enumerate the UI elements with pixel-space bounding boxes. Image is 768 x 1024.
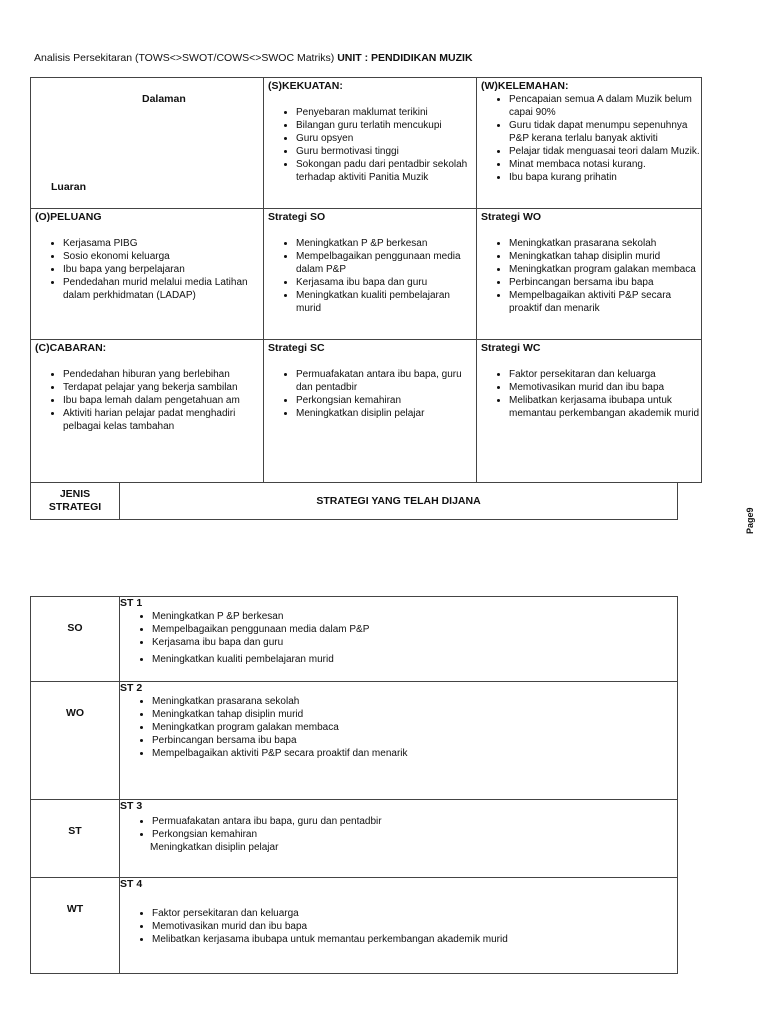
list-item: • Minat membaca notasi kurang.: [509, 158, 701, 171]
strategy-code: SO: [31, 597, 120, 682]
weaknesses-list: [477, 93, 701, 184]
strategy-code: WO: [31, 682, 120, 800]
wo-cell: [477, 209, 702, 340]
list-item: • Meningkatkan kualiti pembelajaran murid: [152, 653, 677, 666]
list-item: • Sokongan padu dari pentadbir sekolah terhadap aktiviti Panitia Muzik: [296, 158, 476, 184]
list-item: • Pelajar tidak menguasai teori dalam Muzik.: [509, 145, 701, 158]
list-item: • Kerjasama PIBG: [63, 237, 263, 250]
page-number: Page9: [745, 507, 755, 534]
list-item: • Pendedahan murid melalui media Latihan dalam perkhidmatan (LADAP): [63, 276, 263, 302]
title-prefix: Analisis Persekitaran (TOWS<>SWOT/COWS<>SWOC Matriks): [34, 52, 338, 64]
strategy-number: ST 3: [120, 800, 143, 812]
list-item: • Meningkatkan program galakan membaca: [509, 263, 701, 276]
list-item: • Meningkatkan program galakan membaca: [152, 721, 677, 734]
threats-cell: [31, 340, 264, 483]
wc-cell: [477, 340, 702, 483]
swot-matrix: [30, 77, 702, 483]
list-item: • Mempelbagaikan penggunaan media dalam P&P: [152, 623, 677, 636]
opportunities-cell: [31, 209, 264, 340]
strengths-heading: (S)KEKUATAN:: [268, 80, 343, 92]
list-item: • Pendedahan hiburan yang berlebihan: [63, 368, 263, 381]
strategy-code: ST: [31, 800, 120, 878]
wo-list: [477, 237, 701, 315]
wc-heading: Strategi WC: [481, 342, 541, 354]
list-item: • Terdapat pelajar yang bekerja sambilan: [63, 381, 263, 394]
corner-outer-label: Luaran: [51, 181, 87, 193]
list-item: • Meningkatkan tahap disiplin murid: [509, 250, 701, 263]
swot-row-internal: [31, 78, 702, 209]
jenis-value: STRATEGI YANG TELAH DIJANA: [120, 483, 678, 520]
opportunities-list: [31, 237, 263, 302]
list-item: • Permuafakatan antara ibu bapa, guru dan pentadbir: [296, 368, 476, 394]
list-item: • Perbincangan bersama ibu bapa: [152, 734, 677, 747]
list-item: • Kerjasama ibu bapa dan guru: [296, 276, 476, 289]
strategy-table: [30, 596, 678, 974]
list-item: • Meningkatkan P &P berkesan: [296, 237, 476, 250]
strategy-code: WT: [31, 878, 120, 974]
list-item: • Guru opsyen: [296, 132, 476, 145]
document-title: [34, 52, 473, 64]
list-item: • Faktor persekitaran dan keluarga: [152, 907, 677, 920]
title-unit: UNIT : PENDIDIKAN MUZIK: [337, 52, 473, 64]
list-item: • Guru tidak dapat menumpu sepenuhnya P&P kerana terlalu banyak aktiviti: [509, 119, 701, 145]
list-item: • Aktiviti harian pelajar padat menghadiri pelbagai kelas tambahan: [63, 407, 263, 433]
strategy-number: ST 2: [120, 682, 143, 694]
strategy-type-header: [30, 482, 678, 520]
list-item: • Mempelbagaikan aktiviti P&P secara proaktif dan menarik: [509, 289, 701, 315]
list-item: • Guru bermotivasi tinggi: [296, 145, 476, 158]
corner-inner-label: Dalaman: [142, 93, 186, 105]
list-item: • Memotivasikan murid dan ibu bapa: [509, 381, 701, 394]
list-item: • Mempelbagaikan aktiviti P&P secara proaktif dan menarik: [152, 747, 677, 760]
sc-cell: [264, 340, 477, 483]
list-item: • Perbincangan bersama ibu bapa: [509, 276, 701, 289]
list-item: • Bilangan guru terlatih mencukupi: [296, 119, 476, 132]
strategy-row: [31, 682, 678, 800]
strategy-row: [31, 878, 678, 974]
list-item: • Permuafakatan antara ibu bapa, guru dan pentadbir: [152, 815, 677, 828]
threats-list: [31, 368, 263, 433]
swot-row-opportunities: [31, 209, 702, 340]
wo-heading: Strategi WO: [481, 211, 542, 223]
so-list: [264, 237, 476, 315]
so-cell: [264, 209, 477, 340]
list-item: • Sosio ekonomi keluarga: [63, 250, 263, 263]
list-item: • Ibu bapa kurang prihatin: [509, 171, 701, 184]
weaknesses-heading: (W)KELEMAHAN:: [481, 80, 569, 92]
strategy-content: [120, 800, 678, 878]
list-item: • Memotivasikan murid dan ibu bapa: [152, 920, 677, 933]
list-item: • Kerjasama ibu bapa dan guru: [152, 636, 677, 649]
list-item: • Meningkatkan prasarana sekolah: [509, 237, 701, 250]
list-item: • Melibatkan kerjasama ibubapa untuk memantau perkembangan akademik murid: [152, 933, 677, 946]
swot-row-threats: [31, 340, 702, 483]
strategy-content: [120, 682, 678, 800]
strengths-list: [264, 106, 476, 184]
list-item: • Perkongsian kemahiran: [152, 828, 677, 841]
so-heading: Strategi SO: [268, 211, 326, 223]
strengths-cell: [264, 78, 477, 209]
list-item: • Meningkatkan tahap disiplin murid: [152, 708, 677, 721]
weaknesses-cell: [477, 78, 702, 209]
strategy-row: [31, 597, 678, 682]
wc-list: [477, 368, 701, 420]
jenis-label: JENIS STRATEGI: [31, 483, 120, 520]
corner-cell: [31, 78, 264, 209]
list-item: • Meningkatkan kualiti pembelajaran murid: [296, 289, 476, 315]
strategy-extra-line: Meningkatkan disiplin pelajar: [150, 842, 279, 853]
list-item: • Faktor persekitaran dan keluarga: [509, 368, 701, 381]
strategy-content: [120, 878, 678, 974]
list-item: • Meningkatkan prasarana sekolah: [152, 695, 677, 708]
list-item: • Ibu bapa lemah dalam pengetahuan am: [63, 394, 263, 407]
strategy-number: ST 1: [120, 597, 143, 609]
threats-heading: (C)CABARAN:: [35, 342, 107, 354]
list-item: • Ibu bapa yang berpelajaran: [63, 263, 263, 276]
strategy-items: [120, 695, 677, 760]
strategy-row: [31, 800, 678, 878]
list-item: • Meningkatkan P &P berkesan: [152, 610, 677, 623]
list-item: • Mempelbagaikan penggunaan media dalam P&P: [296, 250, 476, 276]
list-item: • Pencapaian semua A dalam Muzik belum capai 90%: [509, 93, 701, 119]
strategy-items: [120, 907, 677, 946]
list-item: • Meningkatkan disiplin pelajar: [296, 407, 476, 420]
list-item: • Penyebaran maklumat terikini: [296, 106, 476, 119]
list-item: • Perkongsian kemahiran: [296, 394, 476, 407]
strategy-content: [120, 597, 678, 682]
list-item: • Melibatkan kerjasama ibubapa untuk memantau perkembangan akademik murid: [509, 394, 701, 420]
strategy-items: [120, 610, 677, 666]
sc-list: [264, 368, 476, 420]
strategy-number: ST 4: [120, 878, 143, 890]
strategy-items: [120, 815, 677, 841]
sc-heading: Strategi SC: [268, 342, 325, 354]
opportunities-heading: (O)PELUANG: [35, 211, 102, 223]
